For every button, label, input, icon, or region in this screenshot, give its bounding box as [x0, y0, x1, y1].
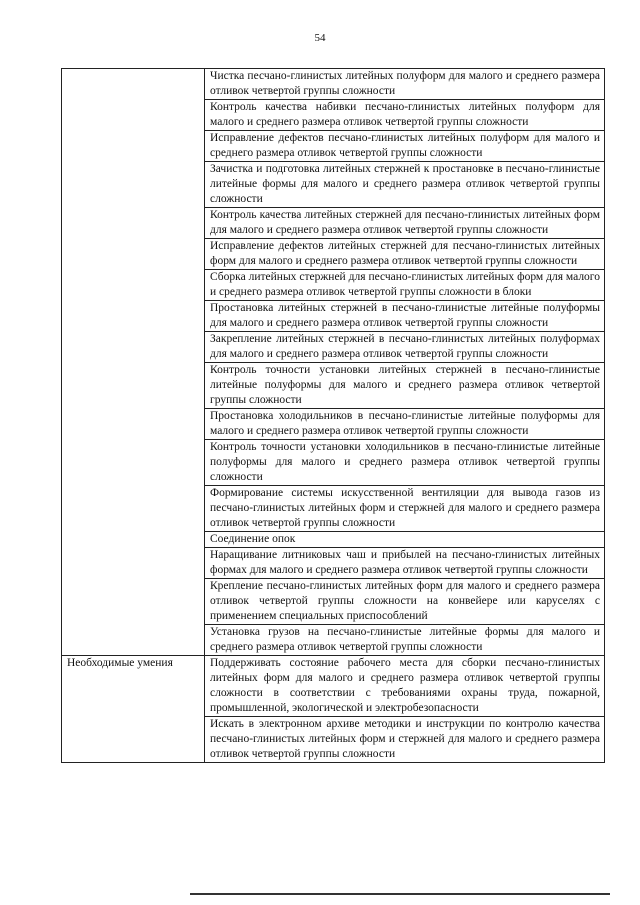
table-cell: Закрепление литейных стержней в песчано-глинистых литейных полуформах для малого и среднего размера отливок четвертой группы сложности [205, 332, 605, 363]
skills-label: Необходимые умения [67, 657, 173, 669]
competency-table [61, 68, 605, 763]
table-cell: Формирование системы искусственной вентиляции для вывода газов из песчано-глинистых литейных форм и стержней для малого и среднего размера отливок четвертой группы сложности [205, 486, 605, 532]
table-cell: Соединение опок [205, 532, 605, 548]
page-number: 54 [314, 32, 326, 44]
table-cell: Исправление дефектов песчано-глинистых литейных полуформ для малого и среднего размера отливок четвертой группы сложности [205, 131, 605, 162]
table-row [62, 656, 605, 717]
table-cell: Установка грузов на песчано-глинистые литейные формы для малого и среднего размера отливок четвертой группы сложности [205, 625, 605, 656]
table-cell: Крепление песчано-глинистых литейных форм для малого и среднего размера отливок четвертой группы сложности на конвейере или каруселях с применением специальных приспособлений [205, 579, 605, 625]
table-cell: Контроль точности установки холодильников в песчано-глинистые литейные полуформы для малого и среднего размера отливок четвертой группы сложности [205, 440, 605, 486]
table-cell: Искать в электронном архиве методики и инструкции по контролю качества песчано-глинистых литейных форм и стержней для малого и среднего размера отливок четвертой группы сложности [205, 717, 605, 763]
table-cell: Поддерживать состояние рабочего места для сборки песчано-глинистых литейных форм для малого и среднего размера отливок четвертой группы сложности в соответствии с требованиями охраны труда, пожарной, промышленной, экологической и электробезопасности [205, 656, 605, 717]
table-cell: Контроль точности установки литейных стержней в песчано-глинистые литейные полуформы для малого и среднего размера отливок четвертой группы сложности [205, 363, 605, 409]
skills-label-cell [62, 656, 205, 763]
table-cell: Простановка холодильников в песчано-глинистые литейные полуформы для малого и среднего размера отливок четвертой группы сложности [205, 409, 605, 440]
table-cell: Наращивание литниковых чаш и прибылей на песчано-глинистых литейных формах для малого и среднего размера отливок четвертой группы сложности [205, 548, 605, 579]
table-cell: Простановка литейных стержней в песчано-глинистые литейные полуформы для малого и среднего размера отливок четвертой группы сложности [205, 301, 605, 332]
table-cell: Зачистка и подготовка литейных стержней к простановке в песчано-глинистые литейные формы для малого и среднего размера отливок четвертой группы сложности [205, 162, 605, 208]
labor-actions-label-cell [62, 69, 205, 656]
table-row [62, 69, 605, 100]
table-cell: Сборка литейных стержней для песчано-глинистых литейных форм для малого и среднего размера отливок четвертой группы сложности в блоки [205, 270, 605, 301]
table-cell: Исправление дефектов литейных стержней для песчано-глинистых литейных форм для малого и среднего размера отливок четвертой группы сложности [205, 239, 605, 270]
page-bottom-divider [190, 893, 610, 895]
table-cell: Контроль качества литейных стержней для песчано-глинистых литейных форм для малого и среднего размера отливок четвертой группы сложности [205, 208, 605, 239]
table-cell: Контроль качества набивки песчано-глинистых литейных полуформ для малого и среднего размера отливок четвертой группы сложности [205, 100, 605, 131]
table-cell: Чистка песчано-глинистых литейных полуформ для малого и среднего размера отливок четвертой группы сложности [205, 69, 605, 100]
